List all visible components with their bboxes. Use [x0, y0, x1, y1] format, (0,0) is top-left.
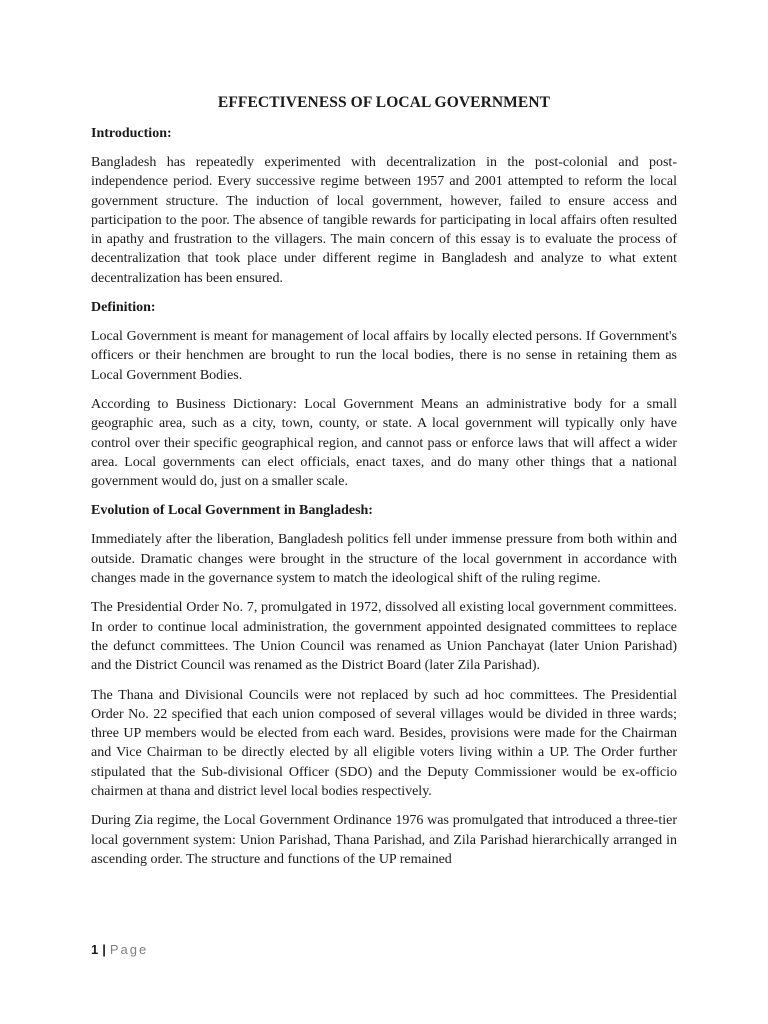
section-heading-introduction: Introduction:: [91, 126, 172, 141]
section-heading-evolution: Evolution of Local Government in Bangladesh:: [91, 503, 373, 519]
paragraph-evolution-2: The Presidential Order No. 7, promulgated in 1972, dissolved all existing local government committees. In order to continue local administration, the government appointed designated committees to replace the defunct committees. The Union Council was renamed as Union Panchayat (later Union Parishad) and the District Council was renamed as the District Board (later Zila Parishad).: [91, 600, 677, 674]
page-label: Page: [109, 942, 149, 957]
page-footer: [91, 941, 148, 959]
footer-separator: |: [102, 942, 106, 957]
paragraph-evolution-1: Immediately after the liberation, Bangladesh politics fell under immense pressure from both within and outside. Dramatic changes were brought in the structure of the local government in accordance with changes made in the governance system to match the ideological shift of the ruling regime.: [91, 532, 677, 587]
section-heading-definition: Definition:: [91, 300, 156, 316]
paragraph-definition-1: Local Government is meant for management of local affairs by locally elected persons. If Government's officers or their henchmen are brought to run the local bodies, there is no sense in retaining them as Local Government Bodies.: [91, 329, 677, 383]
paragraph-evolution-4: During Zia regime, the Local Government Ordinance 1976 was promulgated that introduced a three-tier local government system: Union Parishad, Thana Parishad, and Zila Parishad hierarchically arranged in ascending order. The structure and functions of the UP remained: [91, 813, 677, 867]
paragraph-definition-2: According to Business Dictionary: Local Government Means an administrative body for a small geographic area, such as a city, town, county, or state. A local government will typically only have control over their specific geographical region, and cannot pass or enforce laws that will affect a wider area. Local governments can elect officials, enact taxes, and do many other things that a national government would do, just on a smaller scale.: [91, 396, 677, 490]
page-number: 1: [91, 942, 99, 957]
document-body: [91, 93, 677, 879]
paragraph-introduction: Bangladesh has repeatedly experimented with decentralization in the post-colonial and post-independence period. Every successive regime between 1957 and 2001 attempted to reform the local government structure. The induction of local government, however, failed to ensure access and participation to the poor. The absence of tangible rewards for participating in local affairs often resulted in apathy and frustration to the villagers. The main concern of this essay is to evaluate the process of decentralization that took place under different regime in Bangladesh and analyze to what extent decentralization has been ensured.: [91, 155, 677, 286]
paragraph-evolution-3: The Thana and Divisional Councils were not replaced by such ad hoc committees. The Presidential Order No. 22 specified that each union composed of several villages would be divided in three wards; three UP members would be elected from each ward. Besides, provisions were made for the Chairman and Vice Chairman to be directly elected by all eligible voters living within a UP. The Order further stipulated that the Sub-divisional Officer (SDO) and the Deputy Commissioner would be ex-officio chairmen at thana and district level local bodies respectively.: [91, 687, 677, 800]
document-title: EFFECTIVENESS OF LOCAL GOVERNMENT: [217, 94, 551, 111]
